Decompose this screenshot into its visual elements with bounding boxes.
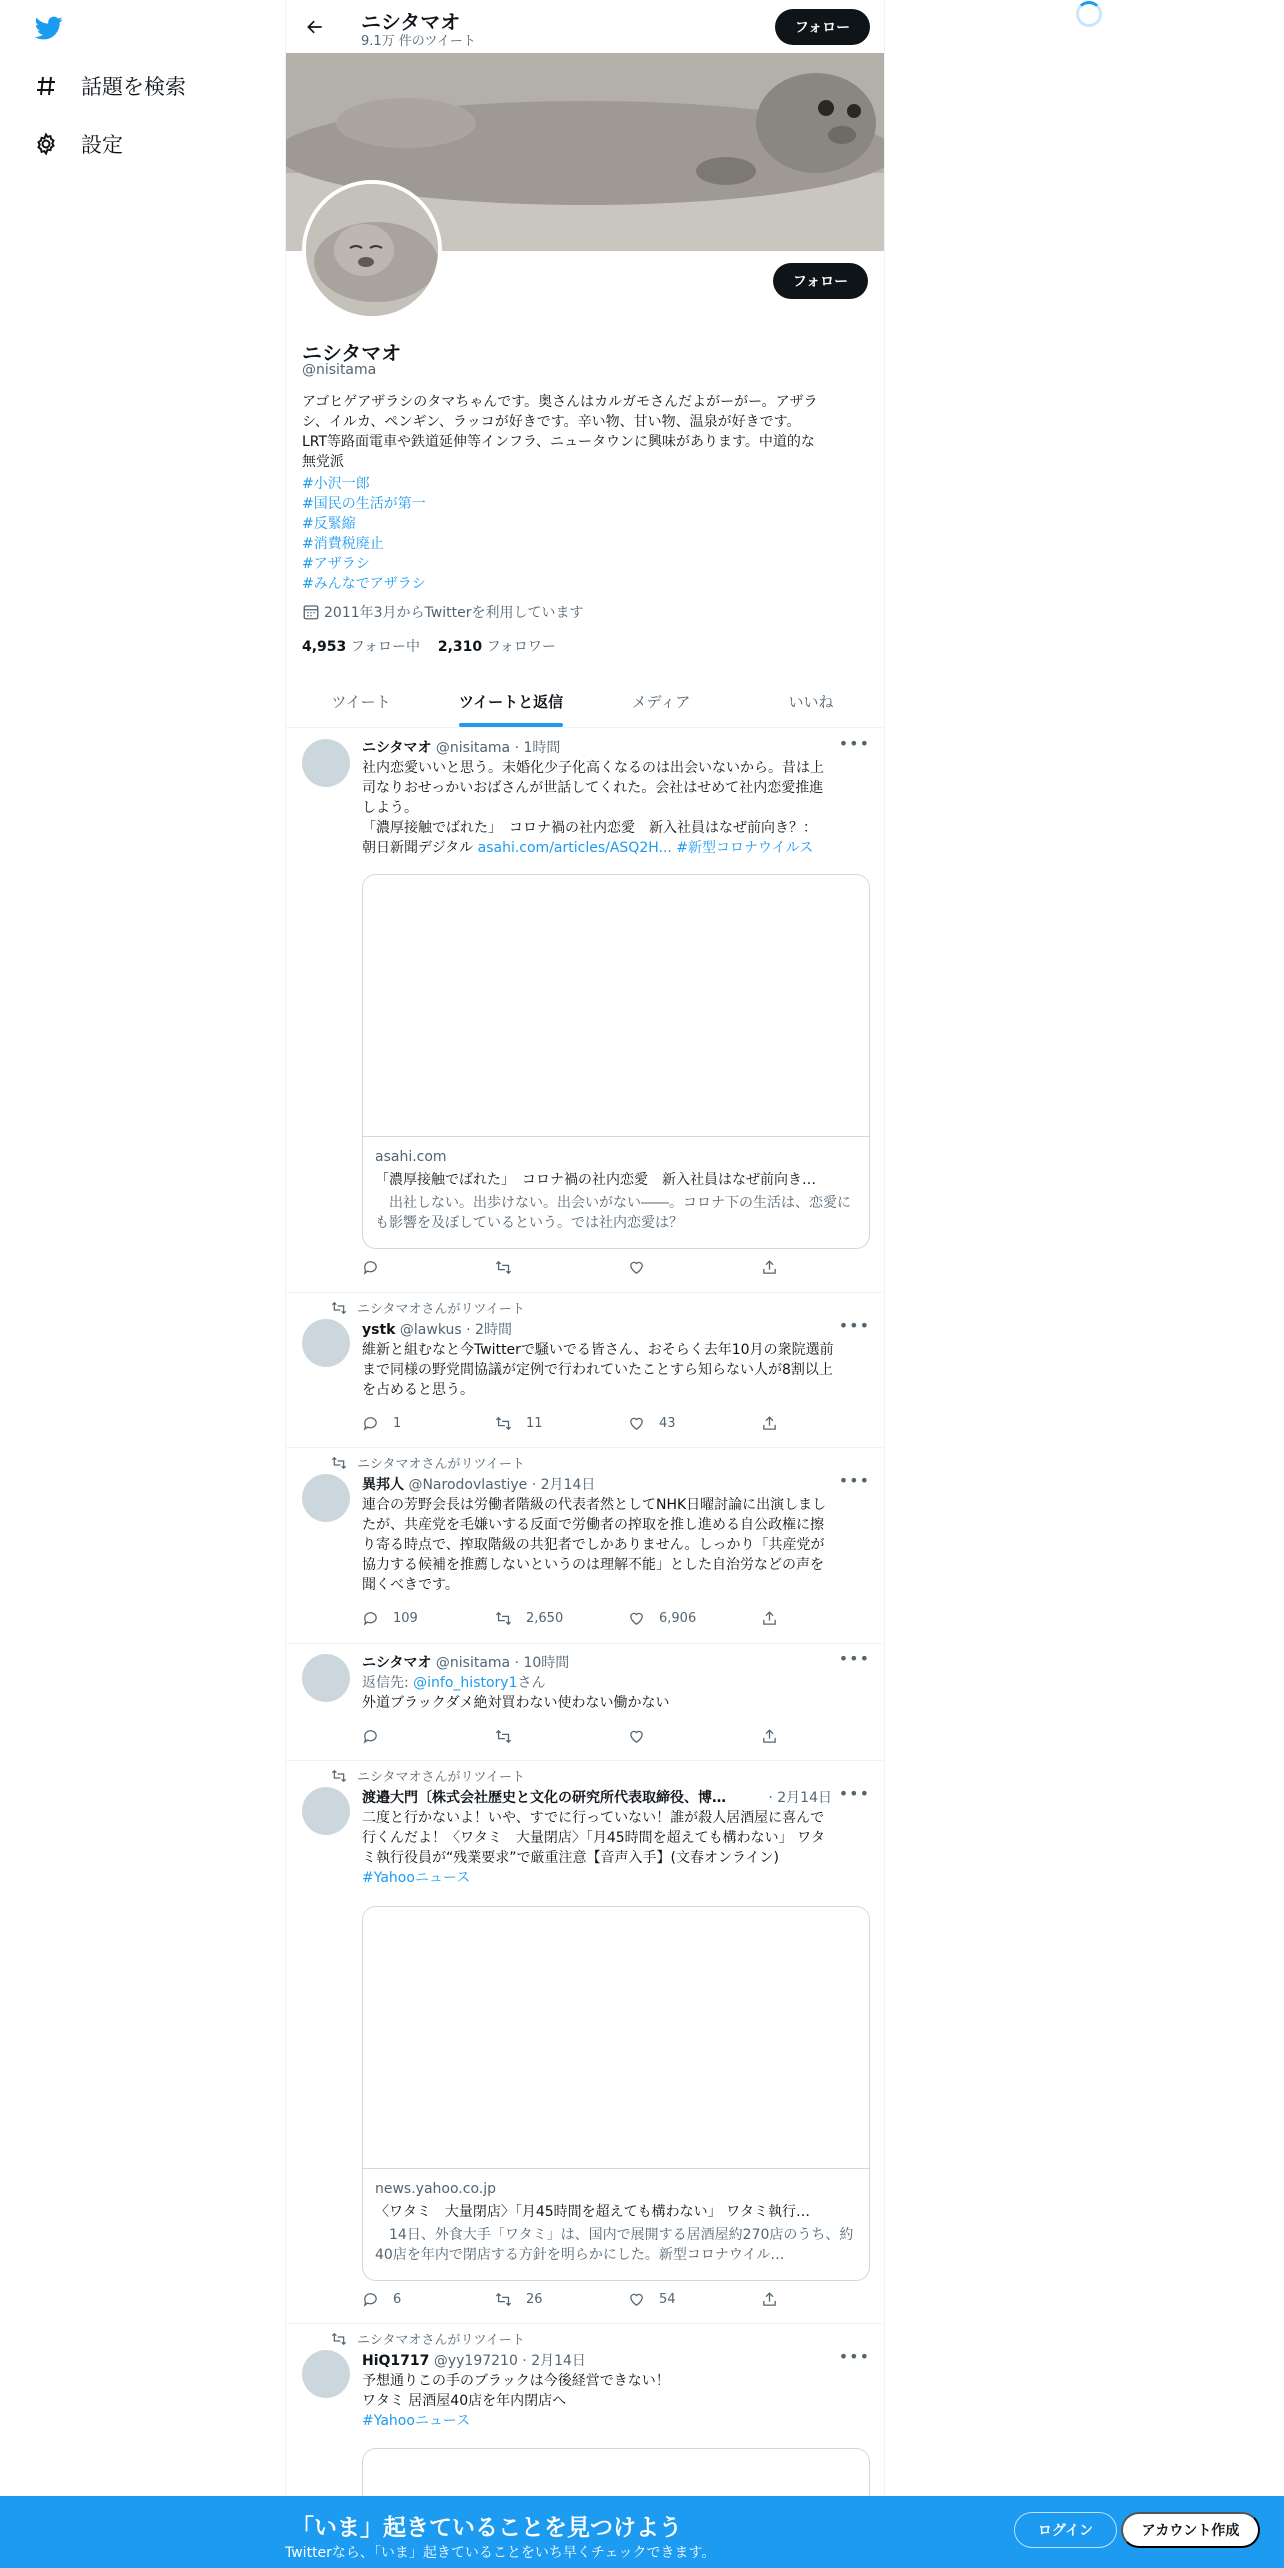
tweet-actions [362,1728,792,1745]
retweet-count: 26 [526,2292,543,2307]
tweet-actions [362,2291,792,2308]
tweet-header [362,1319,512,1339]
tweet-line: 朝日新聞デジタル [362,840,478,856]
tweet-author-name[interactable]: ystk [362,1322,396,1338]
more-options-icon[interactable]: ••• [838,1649,870,1668]
seal-avatar-image [306,184,438,316]
hashtag-link[interactable]: #みんなでアザラシ [302,576,426,592]
nav-explore[interactable] [33,68,186,104]
signup-button[interactable]: アカウント作成 [1121,2512,1260,2548]
calendar-icon [302,603,320,621]
tab-tweets-and-replies[interactable]: ツイートと返信 [436,675,586,727]
joined-text: 2011年3月からTwitterを利用しています [324,605,584,621]
reply-icon [362,1728,379,1745]
bio-line: シ、イルカ、ペンギン、ラッコが好きです。辛い物、甘い物、温泉が好きです。 [302,414,801,430]
header-tweet-count: 9.1万 件のツイート [361,34,476,49]
profile-column [285,0,885,2568]
retweet-icon [331,1300,347,1316]
avatar[interactable] [302,2350,350,2398]
share-icon [761,1259,778,1276]
reply-count: 6 [393,2292,402,2307]
tweet-header [362,1474,595,1494]
following-link[interactable] [302,639,420,655]
retweet-label[interactable]: ニシタマオさんがリツイート [357,2333,525,2348]
retweet-label[interactable]: ニシタマオさんがリツイート [357,1457,525,1472]
tweet-text [362,758,870,858]
tweet-meta[interactable]: @Narodovlastiye · 2月14日 [408,1477,596,1493]
reply-to-suffix: さん [517,1675,546,1691]
share-icon [761,1610,778,1627]
hashtag-link[interactable]: #国民の生活が第一 [302,496,426,512]
tweet-meta[interactable]: @lawkus · 2時間 [399,1322,512,1338]
bio-line: アゴヒゲアザラシのタマちゃんです。奥さんはカルガモさんだよがーがー。アザラ [302,394,818,410]
profile-tabs [286,675,885,728]
tweet[interactable] [286,1644,885,1761]
tweet-meta[interactable]: · 2月14日 [768,1790,832,1806]
gear-icon [33,131,59,157]
retweet-indicator [331,1766,525,1785]
reply-to-label: 返信先: [362,1675,414,1691]
tweet-line: 連合の芳野会長は労働者階級の代表者然としてNHK日曜討論に出演しまし [362,1497,827,1513]
profile-header-bar [286,0,885,53]
tweet[interactable] [286,1448,885,1644]
link-card[interactable] [362,874,870,1249]
tweet-header [362,2350,586,2370]
retweet-indicator [331,1453,525,1472]
tweet-line: まで同様の野党間協議が定例で行われていたことすら知らない人が8割以上 [362,1362,833,1378]
header-profile-name: ニシタマオ [361,10,461,34]
more-options-icon[interactable]: ••• [838,1316,870,1335]
hashtag-link[interactable]: #新型コロナウイルス [671,840,814,856]
reply-button[interactable] [362,1610,495,1627]
retweet-button[interactable] [495,1728,628,1745]
tweet[interactable] [286,1293,885,1448]
back-button[interactable] [300,12,330,42]
following-count: 4,953 [302,639,347,655]
reply-to-line [362,1673,870,1693]
like-button[interactable] [628,1415,761,1432]
tweet-line: ワタミ 居酒屋40店を年内閉店へ [362,2393,567,2409]
hashtag-link[interactable]: #消費税廃止 [302,536,384,552]
followers-link[interactable] [438,639,556,655]
hashtag-link[interactable]: #Yahooニュース [362,2413,471,2429]
like-button[interactable] [628,2291,761,2308]
tweet-actions [362,1259,792,1276]
tab-media[interactable]: メディア [631,692,691,711]
signup-banner-title: 「いま」起きていることを見つけよう [291,2515,682,2541]
hashtag-link[interactable]: #小沢一郎 [302,476,370,492]
share-icon [761,1415,778,1432]
tweet-author-name[interactable]: ニシタマオ [362,740,432,756]
tweet-line: ミ執行役員が“残業要求”で厳重注意【音声入手】(文春オンライン) [362,1850,780,1866]
card-title: 「濃厚接触でばれた」 コロナ禍の社内恋愛 新入社員はなぜ前向き… [375,1172,816,1188]
tweet-line: 聞くべきです。 [362,1577,459,1593]
arrow-left-icon [305,17,325,37]
more-options-icon[interactable]: ••• [838,2347,870,2366]
like-button[interactable] [628,1728,761,1745]
avatar[interactable] [302,1319,350,1367]
retweet-icon [495,2291,512,2308]
profile-bio [302,392,870,472]
like-button[interactable] [628,1259,761,1276]
tweet-meta[interactable]: @nisitama · 10時間 [435,1655,570,1671]
like-button[interactable] [628,1610,761,1627]
heart-icon [628,1728,645,1745]
avatar[interactable] [302,1787,350,1835]
tweet[interactable] [286,729,885,1293]
retweet-icon [331,1768,347,1784]
reply-icon [362,1415,379,1432]
retweet-count: 2,650 [526,1611,564,1626]
reply-button[interactable] [362,1259,495,1276]
twitter-logo-icon[interactable] [33,14,65,42]
tweet-line: 予想通りこの手のブラックは今後経営できない！ [362,2373,670,2389]
tweet-line: 司なりおせっかいおばさんが世話してくれた。会社はせめて社内恋愛推進 [362,780,824,796]
tweet-author-name[interactable]: HiQ1717 [362,2353,430,2369]
tweet-line-with-links [362,838,870,858]
tweet[interactable] [286,1761,885,2324]
like-count: 54 [659,2292,676,2307]
tweet-line: 維新と組むなと今Twitterで騒いでる皆さん、おそらく去年10月の衆院選前 [362,1342,834,1358]
reply-button[interactable] [362,1415,495,1432]
nav-explore-label: 話題を検索 [81,75,186,99]
hashtag-link[interactable]: #アザラシ [302,556,370,572]
retweet-icon [331,2331,347,2347]
hashtag-link[interactable]: #Yahooニュース [362,1870,471,1886]
share-icon [761,1728,778,1745]
heart-icon [628,1259,645,1276]
heart-icon [628,1415,645,1432]
tweet-author-name[interactable]: 異邦人 [362,1477,404,1493]
tweet-text [362,2371,870,2431]
card-image [363,1907,869,2169]
tweet-line: しよう。 [362,800,418,816]
share-icon [761,2291,778,2308]
tab-likes[interactable]: いいね [788,692,834,711]
url-link[interactable]: asahi.com/articles/ASQ2H... [477,840,672,856]
avatar[interactable] [302,1474,350,1522]
profile-hashtags [302,474,426,594]
tweet-author-name[interactable]: ニシタマオ [362,1655,432,1671]
more-options-icon[interactable]: ••• [838,1471,870,1490]
share-button[interactable] [761,2291,792,2308]
heart-icon [628,2291,645,2308]
header-follow-button[interactable]: フォロー [775,9,870,45]
reply-count: 1 [393,1416,402,1431]
tweet-text [362,1495,870,1595]
more-options-icon[interactable]: ••• [838,1784,870,1803]
retweet-button[interactable] [495,2291,628,2308]
retweet-indicator [331,1298,525,1317]
bio-line: LRT等路面電車や鉄道延伸等インフラ、ニュータウンに興味があります。中道的な [302,434,815,450]
heart-icon [628,1610,645,1627]
tweet-line: 社内恋愛いいと思う。未婚化少子化高くなるのは出会いないから。昔は上 [362,760,824,776]
card-body [363,2169,869,2277]
tweet-line: 外道ブラックダメ絶対買わない使わない働かない [362,1695,670,1711]
tweet-actions [362,1610,792,1627]
like-count: 6,906 [659,1611,697,1626]
card-description: 出社しない。出歩けない。出会いがない――。コロナ下の生活は、恋愛にも影響を及ぼしているという。では社内恋愛は？ [375,1195,851,1231]
profile-joined [302,602,583,622]
retweet-icon [495,1610,512,1627]
more-options-icon[interactable]: ••• [838,734,870,753]
signup-banner-subtitle: Twitterなら、「いま」起きていることをいち早くチェックできます。 [285,2545,716,2561]
retweet-label[interactable]: ニシタマオさんがリツイート [357,1302,525,1317]
tweet-line: を占めると思う。 [362,1382,474,1398]
reply-to-link[interactable]: @info_history1 [413,1675,518,1691]
retweet-icon [495,1415,512,1432]
tweet-actions [362,1415,792,1432]
nav-settings-label: 設定 [81,133,123,157]
retweet-button[interactable] [495,1259,628,1276]
following-label: フォロー中 [350,639,421,655]
retweet-button[interactable] [495,1415,628,1432]
tweet-text [362,1340,870,1400]
profile-avatar[interactable] [302,180,442,320]
tweet-line: 協力する候補を推薦しないというのは理解不能」とした自治労などの声を [362,1557,824,1573]
profile-name: ニシタマオ [302,341,402,365]
tweet-line: 「濃厚接触でばれた」 コロナ禍の社内恋愛 新入社員はなぜ前向き？： [362,820,817,836]
nav-settings[interactable] [33,126,123,162]
tweet-meta[interactable]: @yy197210 · 2月14日 [433,2353,586,2369]
reply-count: 109 [393,1611,418,1626]
avatar[interactable] [302,739,350,787]
tweet-line: 行くんだよ！〈ワタミ 大量閉店〉「月45時間を超えても構わない」 ワタ [362,1830,825,1846]
share-button[interactable] [761,1728,792,1745]
tweet-header [362,737,560,757]
follow-button[interactable]: フォロー [773,263,868,299]
followers-label: フォロワー [486,639,556,655]
tweet-line: たが、共産党を毛嫌いする反面で労働者の搾取を推し進める自公政権に擦 [362,1517,824,1533]
share-button[interactable] [761,1415,792,1432]
tweet-author-name[interactable]: 渡邉大門〔株式会社歴史と文化の研究所代表取締役、博… [362,1790,726,1806]
retweet-label[interactable]: ニシタマオさんがリツイート [357,1770,525,1785]
avatar[interactable] [302,1654,350,1702]
bio-line: 無党派 [302,454,344,470]
followers-count: 2,310 [437,639,483,655]
card-domain: asahi.com [375,1149,447,1165]
profile-handle: @nisitama [302,362,377,378]
card-description: 14日、外食大手「ワタミ」は、国内で展開する居酒屋約270店のうち、約40店を年内で閉店する方針を明らかにした。新型コロナウイル… [375,2227,854,2263]
hashtag-link[interactable]: #反緊縮 [302,516,356,532]
share-button[interactable] [761,1610,792,1627]
tweet-line: 二度と行かないよ！いや、すでに行っていない！誰が殺人居酒屋に喜んで [362,1810,825,1826]
retweet-indicator [331,2329,525,2348]
card-title: 〈ワタミ 大量閉店〉「月45時間を超えても構わない」 ワタミ執行… [375,2204,810,2220]
reply-button[interactable] [362,1728,495,1745]
retweet-button[interactable] [495,1610,628,1627]
link-card[interactable] [362,1906,870,2281]
reply-icon [362,1610,379,1627]
like-count: 43 [659,1416,676,1431]
tweet-line: り寄る時点で、搾取階級の共犯者でしかありません。しっかり「共産党が [362,1537,825,1553]
retweet-icon [331,1455,347,1471]
tab-tweets[interactable]: ツイート [331,692,391,711]
signup-banner [0,2496,1284,2568]
reply-icon [362,2291,379,2308]
login-button[interactable]: ログイン [1014,2512,1117,2548]
loading-spinner-icon [1076,1,1102,27]
share-button[interactable] [761,1259,792,1276]
profile-follow-stats [302,636,556,656]
card-image [363,875,869,1137]
retweet-count: 11 [526,1416,543,1431]
retweet-icon [495,1259,512,1276]
reply-button[interactable] [362,2291,495,2308]
tweet-header [362,1787,832,1807]
card-body [363,1137,869,1245]
reply-icon [362,1259,379,1276]
retweet-icon [495,1728,512,1745]
hashtag-icon [33,73,59,99]
tweet-text [362,1808,870,1888]
tweet-meta[interactable]: @nisitama · 1時間 [435,740,561,756]
tweet-text [362,1673,870,1713]
card-domain: news.yahoo.co.jp [375,2181,496,2197]
tweet-header [362,1652,569,1672]
